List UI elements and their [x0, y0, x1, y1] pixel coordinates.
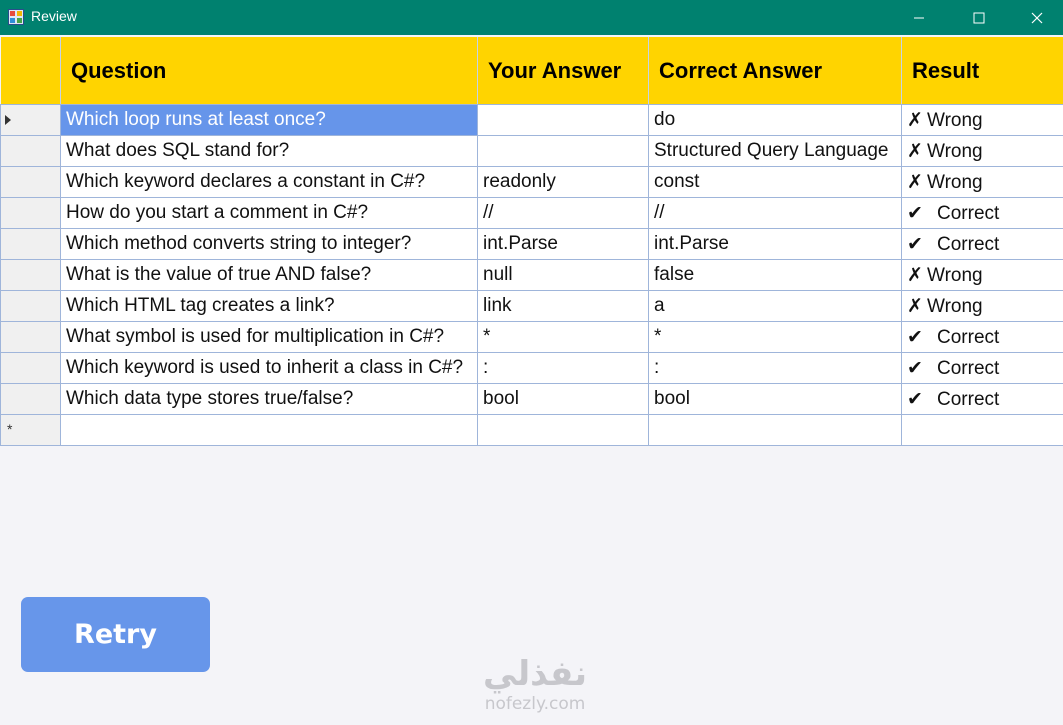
result-cell[interactable]: [902, 291, 1063, 322]
your-answer-cell[interactable]: link: [478, 291, 649, 322]
app-icon: [8, 9, 24, 25]
table-row[interactable]: [1, 353, 1063, 384]
cross-icon: ✗: [907, 109, 923, 131]
row-header[interactable]: [1, 229, 61, 260]
title-bar: [0, 0, 1063, 35]
your-answer-cell[interactable]: bool: [478, 384, 649, 415]
row-header[interactable]: [1, 353, 61, 384]
table-row[interactable]: [1, 229, 1063, 260]
minimize-button[interactable]: [890, 0, 948, 35]
minimize-icon: [913, 12, 925, 24]
your-answer-cell[interactable]: int.Parse: [478, 229, 649, 260]
result-cell[interactable]: [902, 384, 1063, 415]
correct-answer-cell[interactable]: [649, 415, 902, 446]
result-label: Correct: [937, 388, 1000, 410]
cross-icon: ✗: [907, 295, 923, 317]
watermark-logo: نفذلي: [482, 654, 588, 694]
correct-answer-cell[interactable]: Structured Query Language: [649, 136, 902, 167]
row-header[interactable]: [1, 167, 61, 198]
question-cell[interactable]: Which HTML tag creates a link?: [61, 291, 478, 322]
result-cell[interactable]: [902, 198, 1063, 229]
result-label: Correct: [937, 202, 1000, 224]
your-answer-cell[interactable]: :: [478, 353, 649, 384]
row-header[interactable]: [1, 198, 61, 229]
result-label: Wrong: [927, 140, 983, 162]
your-answer-cell[interactable]: *: [478, 322, 649, 353]
maximize-button[interactable]: [950, 0, 1008, 35]
correct-answer-cell[interactable]: :: [649, 353, 902, 384]
row-header[interactable]: [1, 105, 61, 136]
result-cell[interactable]: [902, 260, 1063, 291]
correct-answer-cell[interactable]: const: [649, 167, 902, 198]
table-row[interactable]: [1, 167, 1063, 198]
row-header[interactable]: [1, 136, 61, 167]
question-cell[interactable]: Which data type stores true/false?: [61, 384, 478, 415]
table-row[interactable]: [1, 105, 1063, 136]
window-title: Review: [31, 8, 77, 24]
result-cell[interactable]: [902, 229, 1063, 260]
result-label: Correct: [937, 357, 1000, 379]
row-header[interactable]: [1, 384, 61, 415]
checkmark-icon: ✔: [907, 388, 923, 410]
table-row[interactable]: [1, 136, 1063, 167]
question-cell[interactable]: What is the value of true AND false?: [61, 260, 478, 291]
row-header[interactable]: [1, 291, 61, 322]
result-cell[interactable]: [902, 322, 1063, 353]
question-cell[interactable]: What does SQL stand for?: [61, 136, 478, 167]
table-row[interactable]: [1, 384, 1063, 415]
table-row[interactable]: [1, 322, 1063, 353]
column-header-result[interactable]: Result: [902, 37, 1063, 105]
watermark-url: nofezly.com: [484, 694, 586, 714]
result-cell[interactable]: [902, 167, 1063, 198]
table-row[interactable]: [1, 291, 1063, 322]
result-cell[interactable]: [902, 136, 1063, 167]
close-button[interactable]: [1008, 0, 1063, 35]
your-answer-cell[interactable]: //: [478, 198, 649, 229]
correct-answer-cell[interactable]: do: [649, 105, 902, 136]
correct-answer-cell[interactable]: a: [649, 291, 902, 322]
cross-icon: ✗: [907, 140, 923, 162]
checkmark-icon: ✔: [907, 357, 923, 379]
checkmark-icon: ✔: [907, 326, 923, 348]
your-answer-cell[interactable]: [478, 105, 649, 136]
watermark: [465, 654, 605, 722]
question-cell[interactable]: Which keyword declares a constant in C#?: [61, 167, 478, 198]
row-header[interactable]: [1, 415, 61, 446]
correct-answer-cell[interactable]: //: [649, 198, 902, 229]
question-cell[interactable]: [61, 415, 478, 446]
question-cell[interactable]: Which loop runs at least once?: [61, 105, 478, 136]
result-label: Wrong: [927, 109, 983, 131]
table-row[interactable]: [1, 260, 1063, 291]
checkmark-icon: ✔: [907, 202, 923, 224]
correct-answer-cell[interactable]: false: [649, 260, 902, 291]
column-header-your-answer[interactable]: Your Answer: [478, 37, 649, 105]
current-row-arrow-icon: [5, 115, 11, 125]
review-grid[interactable]: [0, 37, 1063, 446]
correct-answer-cell[interactable]: bool: [649, 384, 902, 415]
new-row[interactable]: [1, 415, 1063, 446]
result-cell[interactable]: [902, 353, 1063, 384]
result-cell[interactable]: [902, 415, 1063, 446]
maximize-icon: [973, 12, 985, 24]
result-cell[interactable]: [902, 105, 1063, 136]
question-cell[interactable]: How do you start a comment in C#?: [61, 198, 478, 229]
checkmark-icon: ✔: [907, 233, 923, 255]
retry-button[interactable]: Retry: [21, 597, 210, 672]
correct-answer-cell[interactable]: *: [649, 322, 902, 353]
question-cell[interactable]: Which keyword is used to inherit a class in C#?: [61, 353, 478, 384]
your-answer-cell[interactable]: [478, 136, 649, 167]
cross-icon: ✗: [907, 171, 923, 193]
column-header-question[interactable]: Question: [61, 37, 478, 105]
question-cell[interactable]: Which method converts string to integer?: [61, 229, 478, 260]
your-answer-cell[interactable]: readonly: [478, 167, 649, 198]
new-row-star-icon: *: [7, 421, 13, 437]
result-label: Wrong: [927, 264, 983, 286]
question-cell[interactable]: What symbol is used for multiplication in C#?: [61, 322, 478, 353]
row-header[interactable]: [1, 322, 61, 353]
grid-corner-header[interactable]: [1, 37, 61, 105]
result-label: Correct: [937, 326, 1000, 348]
result-label: Wrong: [927, 295, 983, 317]
result-label: Correct: [937, 233, 1000, 255]
column-header-correct-answer[interactable]: Correct Answer: [649, 37, 902, 105]
correct-answer-cell[interactable]: int.Parse: [649, 229, 902, 260]
row-header[interactable]: [1, 260, 61, 291]
your-answer-cell[interactable]: [478, 415, 649, 446]
cross-icon: ✗: [907, 264, 923, 286]
result-label: Wrong: [927, 171, 983, 193]
table-row[interactable]: [1, 198, 1063, 229]
your-answer-cell[interactable]: null: [478, 260, 649, 291]
close-icon: [1031, 12, 1043, 24]
grid-header-row: [1, 37, 1063, 105]
